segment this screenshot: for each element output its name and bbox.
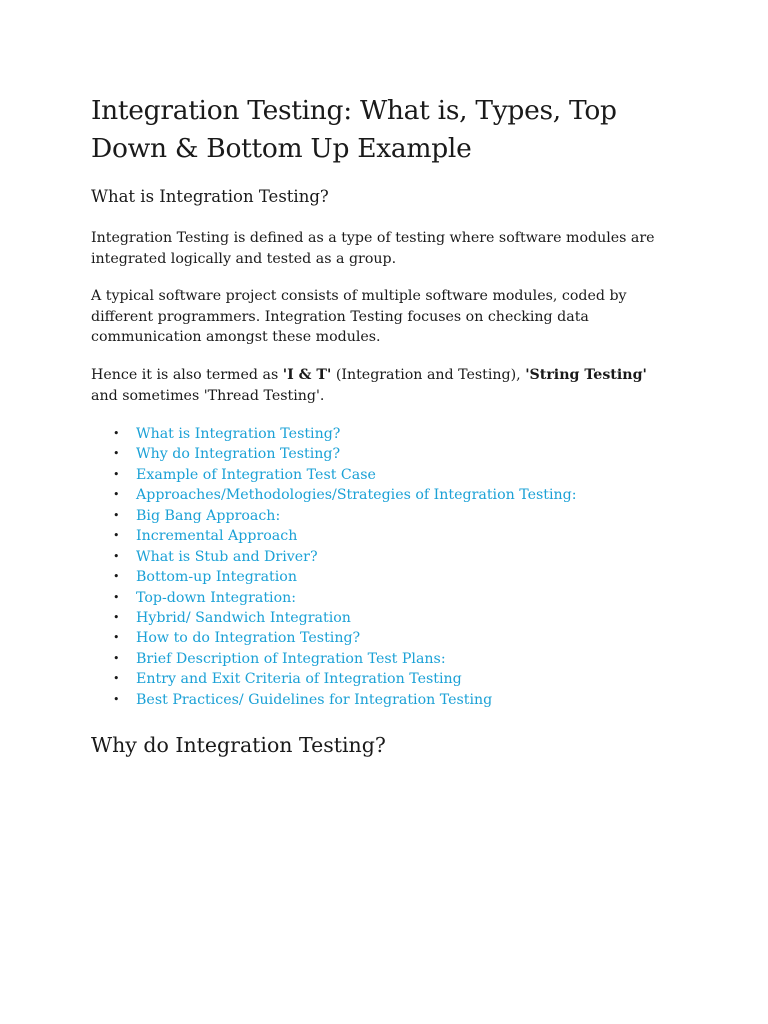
toc-link[interactable]: Hybrid/ Sandwich Integration — [136, 609, 351, 626]
toc-link[interactable]: Bottom-up Integration — [136, 569, 297, 586]
toc-link[interactable]: What is Stub and Driver? — [136, 548, 318, 565]
table-of-contents — [91, 424, 577, 710]
toc-item — [91, 628, 577, 648]
toc-item — [91, 588, 577, 608]
toc-item — [91, 649, 577, 669]
toc-item — [91, 485, 577, 505]
toc-item — [91, 547, 577, 567]
toc-item — [91, 690, 577, 710]
toc-link[interactable]: What is Integration Testing? — [136, 426, 341, 442]
toc-item — [91, 424, 577, 444]
toc-link[interactable]: Best Practices/ Guidelines for Integration Testing — [136, 691, 493, 708]
section-subtitle: What is Integration Testing? — [91, 187, 329, 206]
bullet-marker: • — [113, 549, 120, 563]
section-heading-why: Why do Integration Testing? — [91, 733, 386, 757]
bullet-marker: • — [113, 631, 120, 645]
toc-item — [91, 444, 577, 464]
bullet-marker: • — [113, 610, 120, 624]
toc-link[interactable]: How to do Integration Testing? — [136, 630, 361, 647]
toc-link[interactable]: Example of Integration Test Case — [136, 466, 376, 483]
paragraph-text-part2: (Integration and Testing), — [331, 367, 526, 383]
toc-link[interactable]: Top-down Integration: — [136, 589, 297, 606]
paragraph-text-part3: and sometimes 'Thread Testing'. — [91, 387, 325, 404]
toc-link[interactable]: Brief Description of Integration Test Plans: — [136, 650, 446, 667]
bullet-marker: • — [113, 488, 120, 502]
bullet-marker: • — [113, 570, 120, 584]
bullet-marker: • — [113, 529, 120, 543]
term-i-and-t: 'I & T' — [282, 367, 332, 383]
bullet-marker: • — [113, 651, 120, 665]
paragraph-project-modules: A typical software project consists of multiple software modules, coded by different programmers. Integration Testing focuses on checking data communication amongst these modules. — [91, 288, 627, 345]
toc-item — [91, 608, 577, 628]
toc-link[interactable]: Why do Integration Testing? — [136, 446, 341, 463]
bullet-marker: • — [113, 672, 120, 686]
bullet-marker: • — [113, 427, 120, 440]
toc-item — [91, 506, 577, 526]
toc-item — [91, 526, 577, 546]
toc-link[interactable]: Big Bang Approach: — [136, 507, 281, 524]
paragraph-definition: Integration Testing is defined as a type of testing where software modules are integrated logically and tested as a group. — [91, 230, 655, 267]
page-title: Integration Testing: What is, Types, Top Down & Bottom Up Example — [91, 95, 617, 164]
toc-item — [91, 567, 577, 587]
bullet-marker: • — [113, 508, 120, 522]
toc-item — [91, 669, 577, 689]
toc-item — [91, 465, 577, 485]
toc-link[interactable]: Incremental Approach — [136, 528, 298, 545]
term-string-testing: 'String Testing' — [525, 367, 647, 383]
paragraph-also-termed — [91, 365, 671, 406]
bullet-marker: • — [113, 590, 120, 604]
toc-link[interactable]: Entry and Exit Criteria of Integration Testing — [136, 671, 462, 688]
toc-link[interactable]: Approaches/Methodologies/Strategies of Integration Testing: — [136, 487, 577, 504]
bullet-marker: • — [113, 467, 120, 481]
bullet-marker: • — [113, 692, 120, 706]
bullet-marker: • — [113, 447, 120, 461]
paragraph-text-part1: Hence it is also termed as — [91, 367, 283, 383]
